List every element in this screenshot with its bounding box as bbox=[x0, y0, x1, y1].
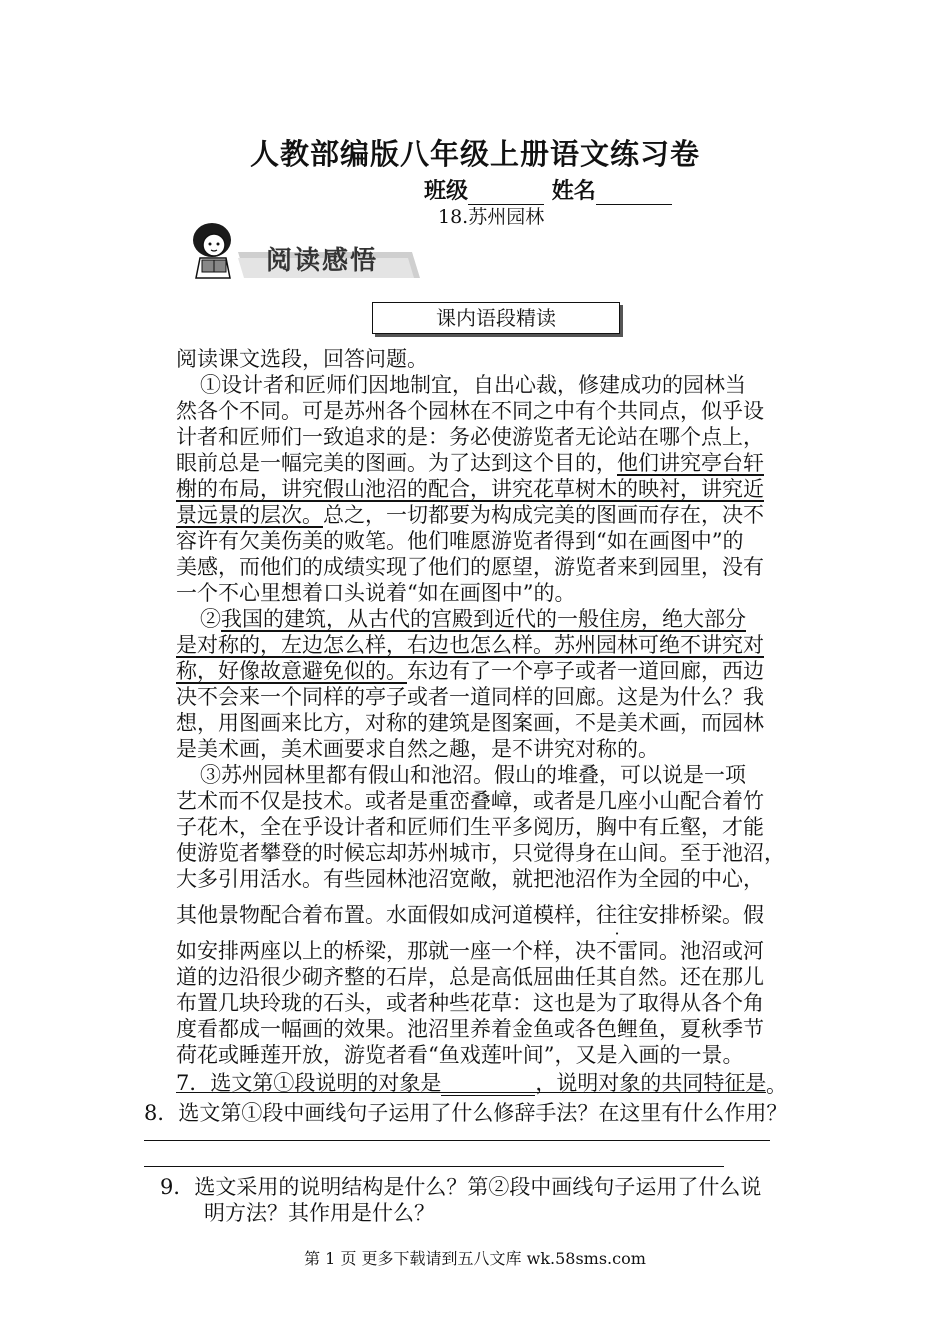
p2-line: 想，用图画来比方，对称的建筑是图案画，不是美术画，而园林 bbox=[176, 711, 764, 735]
name-label: 姓名 bbox=[551, 179, 596, 204]
lesson-title: 18.苏州园林 bbox=[438, 206, 545, 228]
p3-line: 艺术而不仅是技术。或者是重峦叠嶂，或者是几座小山配合着竹 bbox=[176, 789, 764, 813]
page-title: 人教部编版八年级上册语文练习卷 bbox=[249, 137, 700, 171]
p2-line: 是美术画，美术画要求自然之趣，是不讲究对称的。 bbox=[176, 737, 659, 761]
p1-line: 景远景的层次。总之，一切都要为构成完美的图画而存在，决不 bbox=[176, 503, 764, 527]
p1-line: 然各个不同。可是苏州各个园林在不同之中有个共同点，似乎设 bbox=[176, 399, 764, 423]
p3-line: 子花木，全在乎设计者和匠师们生平多阅历，胸中有丘壑，才能 bbox=[176, 815, 764, 839]
q7-end: 。 bbox=[766, 1073, 787, 1097]
p3-line: 大多引用活水。有些园林池沼宽敞，就把池沼作为全园的中心， bbox=[176, 867, 764, 891]
p3-line: 其他景物配合着布置。水面假如成河道模样，往往安排桥梁。假 bbox=[176, 903, 764, 927]
underlined-sentence: 我国的建筑，从古代的宫殿到近代的一般住房，绝大部分 bbox=[221, 607, 746, 631]
p3-line: 荷花或睡莲开放，游览者看“鱼戏莲叶间”，又是入画的一景。 bbox=[176, 1043, 744, 1067]
p2-line: ②我国的建筑，从古代的宫殿到近代的一般住房，绝大部分 bbox=[200, 607, 746, 631]
p1-line: 容许有欠美伤美的败笔。他们唯愿游览者得到“如在画图中”的 bbox=[176, 529, 744, 553]
underlined-sentence: 是对称的，左边怎么样，右边也怎么样。苏州园林可绝不讲究对 bbox=[176, 633, 764, 657]
underlined-sentence: 景远景的层次。 bbox=[176, 503, 323, 527]
answer-blank[interactable] bbox=[441, 1095, 535, 1096]
p3-line: 度看都成一幅画的效果。池沼里养着金鱼或各色鲤鱼，夏秋季节 bbox=[176, 1017, 764, 1041]
p3-line: 使游览者攀登的时候忘却苏州城市，只觉得身在山间。至于池沼， bbox=[176, 841, 785, 865]
p3-line: ③苏州园林里都有假山和池沼。假山的堆叠，可以说是一项 bbox=[200, 763, 746, 787]
p1-line: 眼前总是一幅完美的图画。为了达到这个目的，他们讲究亭台轩 bbox=[176, 451, 764, 475]
class-name-line bbox=[424, 174, 672, 205]
question-9: 9．选文采用的说明结构是什么？第②段中画线句子运用了什么说 bbox=[160, 1175, 762, 1199]
question-7: 7．选文第①段说明的对象是 ，说明对象的共同特征是 bbox=[176, 1071, 767, 1095]
class-label: 班级 bbox=[424, 179, 469, 204]
p2-line: 决不会来一个同样的亭子或者一道同样的回廊。这是为什么？我 bbox=[176, 685, 764, 709]
p1-line: 美感，而他们的成绩实现了他们的愿望，游览者来到园里，没有 bbox=[176, 555, 764, 579]
p2-line: 称，好像故意避免似的。东边有了一个亭子或者一道回廊，西边 bbox=[176, 659, 764, 683]
answer-line[interactable] bbox=[144, 1166, 724, 1167]
p1-line: 计者和匠师们一致追求的是：务必使游览者无论站在哪个点上， bbox=[176, 425, 764, 449]
underlined-sentence: 榭的布局，讲究假山池沼的配合，讲究花草树木的映衬，讲究近 bbox=[176, 477, 764, 501]
name-field[interactable] bbox=[596, 204, 672, 205]
question-9-cont: 明方法？其作用是什么？ bbox=[204, 1201, 435, 1225]
passage-intro: 阅读课文选段，回答问题。 bbox=[176, 347, 428, 371]
answer-line[interactable] bbox=[144, 1140, 770, 1141]
underlined-sentence: 他们讲究亭台轩 bbox=[617, 451, 764, 475]
underlined-sentence: 称，好像故意避免似的。 bbox=[176, 659, 407, 683]
subsection-heading: 课内语段精读 bbox=[372, 302, 620, 334]
p1-line: ①设计者和匠师们因地制宜，自出心裁，修建成功的园林当 bbox=[200, 373, 746, 397]
page-footer: 第 1 页 更多下载请到五八文库 wk.58sms.com bbox=[304, 1249, 646, 1268]
question-8: 8．选文第①段中画线句子运用了什么修辞手法？在这里有什么作用？ bbox=[144, 1101, 788, 1125]
p1-line: 一个不心里想着口头说着“如在画图中”的。 bbox=[176, 581, 576, 605]
p3-line: 道的边沿很少砌齐整的石岸，总是高低屈曲任其自然。还在那儿 bbox=[176, 965, 764, 989]
p3-line: 如安排两座以上的桥梁，那就一座一个样，决不雷同。池沼或河 bbox=[176, 939, 764, 963]
emphasized-word: 往往 bbox=[596, 903, 638, 927]
p3-line: 布置几块玲珑的石头，或者种些花草：这也是为了取得从各个角 bbox=[176, 991, 764, 1015]
section-banner: 阅读感悟 bbox=[266, 246, 379, 276]
answer-line[interactable] bbox=[176, 1092, 766, 1093]
